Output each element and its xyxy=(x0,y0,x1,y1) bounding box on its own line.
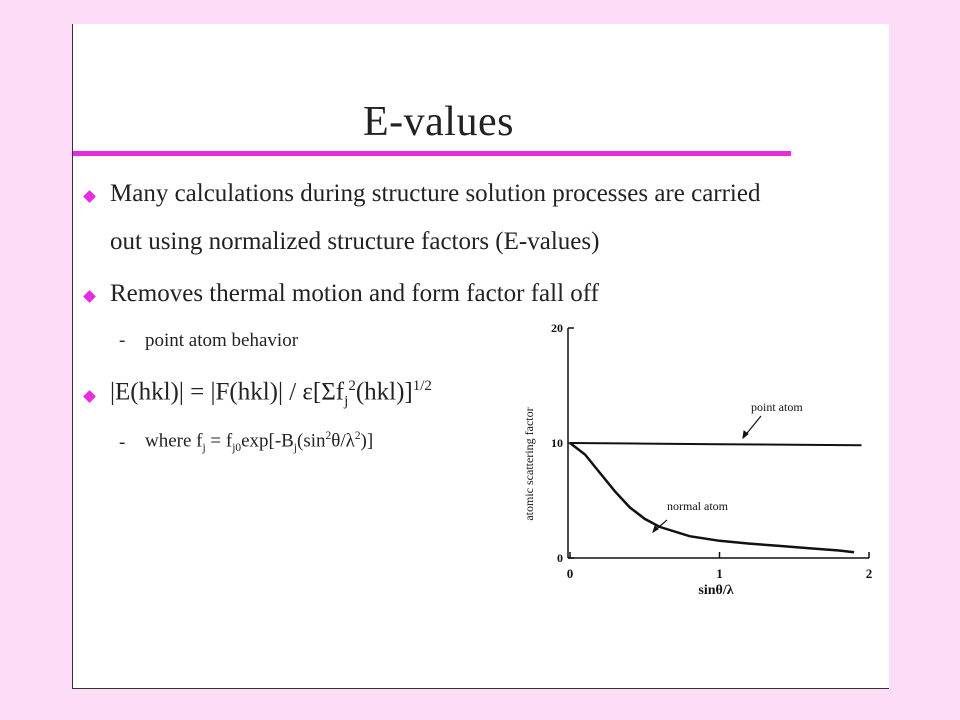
x-tick-label: 2 xyxy=(865,566,873,581)
bullet-1-line-2: out using normalized structure factors (E-values) xyxy=(110,228,600,255)
bullet-1-line-1: Many calculations during structure solution processes are carried xyxy=(110,180,761,207)
where-label: where xyxy=(145,430,192,452)
e-value-equation: $|E(hkl)| = |F(hkl)| / \varepsilon[\Sigma f_j^2(hkl)]^{1/2}$ xyxy=(110,378,432,410)
bullet-diamond-icon xyxy=(83,390,96,403)
title-underline xyxy=(73,151,791,156)
slide xyxy=(72,24,889,689)
x-tick-label: 1 xyxy=(716,566,723,581)
annotation-normal-atom: normal atom xyxy=(667,499,728,513)
x-tick-label: 0 xyxy=(566,566,574,581)
bullet-2-line-1: Removes thermal motion and form factor fall off xyxy=(110,280,599,307)
y-tick-label: 10 xyxy=(551,436,563,450)
series-line-point-atom xyxy=(570,443,862,445)
bullet-diamond-icon xyxy=(83,190,96,203)
x-axis-label: sinθ/λ xyxy=(698,583,734,598)
y-axis-label: atomic scattering factor xyxy=(522,407,536,521)
series-line-normal-atom xyxy=(570,443,854,552)
bullet-diamond-icon xyxy=(83,290,96,303)
annotation-point-atom: point atom xyxy=(751,400,803,414)
sub-bullet-dash: - xyxy=(119,432,126,453)
sub-bullet-where-formula: where $f_j = f_{j0}\exp[-B_j(\sin^2\theta/\lambda^2)]$ xyxy=(145,430,374,455)
sub-bullet-point-atom: point atom behavior xyxy=(145,330,299,351)
scattering-factor-chart xyxy=(522,321,873,644)
y-tick-label: 0 xyxy=(557,551,563,565)
slide-title: E-values xyxy=(363,99,514,145)
sub-bullet-dash: - xyxy=(119,330,126,351)
y-tick-label: 20 xyxy=(551,321,563,335)
